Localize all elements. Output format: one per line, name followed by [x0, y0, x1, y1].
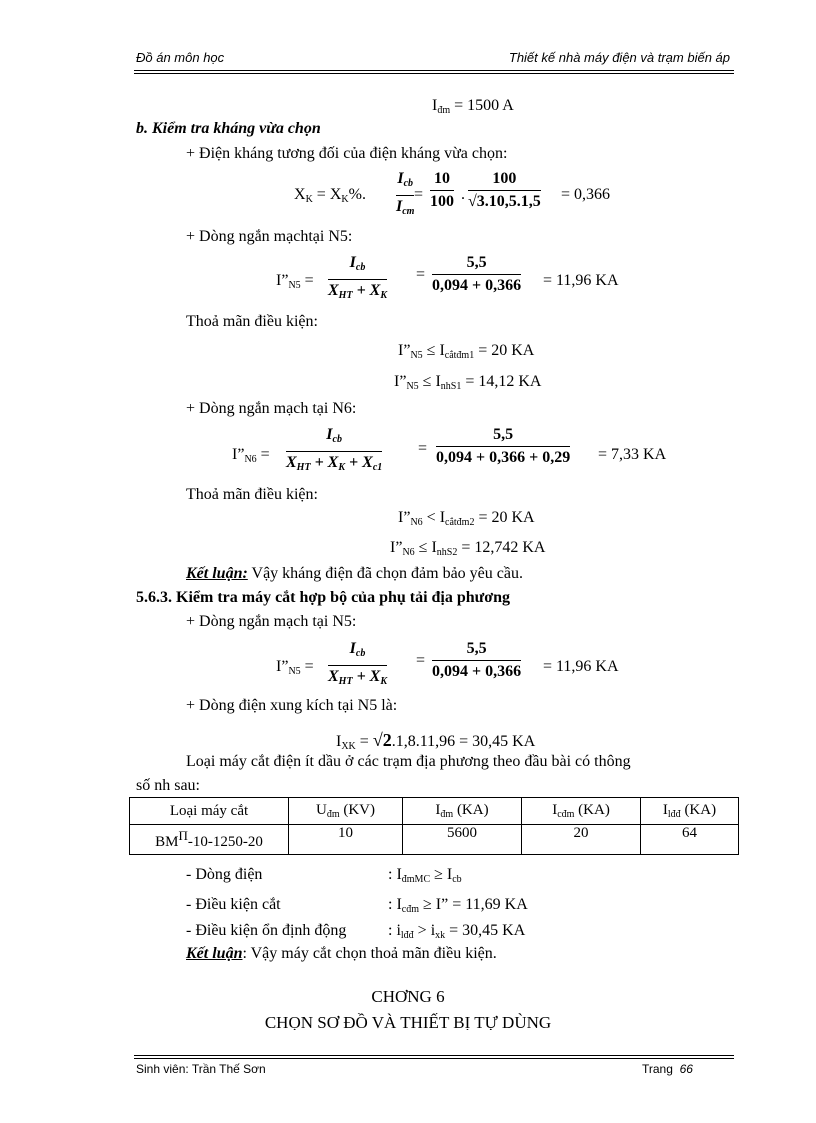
section-563-title: 5.6.3. Kiểm tra máy cắt hợp bộ của phụ tải địa phương: [136, 589, 511, 606]
n6-result: = 7,33 KA: [598, 446, 667, 463]
section-b-item2: + Dòng ngắn mạchtại N5:: [186, 228, 353, 245]
chapter-number: CHƠNG 6: [371, 987, 445, 1006]
th-idm: $I_{đm}$ (KA): [403, 798, 522, 825]
cond4: $I”_{N6} \le I_{nhS2} = 12,742$ KA: [390, 539, 546, 558]
th-type: Loại máy cắt: [130, 798, 289, 825]
cond1: $I”_{N5} \le I_{cắtđm1} = 20$ KA: [398, 342, 535, 361]
th-ildd: $I_{lđđ}$ (KA): [641, 798, 739, 825]
n5-lhs: $I”_{N5}$ =: [276, 272, 314, 291]
conclusion-563: Kết luận: Vậy máy cắt chọn thoả mãn điều kiện.: [186, 945, 497, 962]
cond3: $I”_{N6} < I_{cắtđm2} = 20$ KA: [398, 509, 535, 528]
xk-frac2: 10 100: [430, 170, 454, 210]
check-expr-1: : $I_{cđm} \ge I$” = 11,69 KA: [388, 896, 528, 915]
n5b-result: = 11,96 KA: [543, 658, 619, 675]
check-label-1: - Điều kiện cắt: [186, 896, 281, 913]
n5-frac-numeric: 5,5 0,094 + 0,366: [432, 254, 522, 294]
ixk-line: $I_{XK} = √2.1,8.11,96 = 30,45$ KA: [336, 730, 536, 752]
n5b-frac-numeric: 5,5 0,094 + 0,366: [432, 640, 522, 680]
check-label-2: - Điều kiện ổn định động: [186, 922, 347, 939]
cond-title-2: Thoả mãn điều kiện:: [186, 486, 318, 503]
xk-result: = 0,366: [561, 186, 611, 203]
n6-lhs: $I”_{N6}$ =: [232, 446, 270, 465]
td-idm: 5600: [403, 825, 522, 855]
chapter-title: CHỌN SƠ ĐỒ VÀ THIẾT BỊ TỰ DÙNG: [264, 1013, 552, 1030]
section-b-item3: + Dòng ngắn mạch tại N6:: [186, 400, 357, 417]
td-ildd: 64: [641, 825, 739, 855]
breaker-table: [129, 797, 739, 855]
td-udm: 10: [289, 825, 403, 855]
check-expr-0: : $I_{đmMC} \ge I_{cb}$: [388, 866, 462, 885]
td-type: $BM^\Pi-10-1250-20$: [130, 825, 289, 855]
section-b-title: b. Kiểm tra kháng vừa chọn: [136, 120, 321, 137]
idm-line: $I_{đm} = 1500$ A: [432, 97, 514, 116]
xk-frac3: 100 √3.10,5.1,5: [468, 170, 541, 210]
n5b-frac-symbolic: $I_{cb}$ $X_{HT} + X_K$: [328, 640, 388, 687]
section-563-item2: + Dòng điện xung kích tại N5 là:: [186, 697, 398, 714]
header-left: Đồ án môn học: [136, 50, 225, 65]
xk-frac1: $I_{cb}$ $I_{cm}$: [396, 170, 415, 217]
n6-frac-numeric: 5,5 0,094 + 0,366 + 0,29: [436, 426, 571, 466]
conclusion-b: Kết luận: Vậy kháng điện đã chọn đảm bảo yêu cầu.: [186, 565, 523, 582]
n5-result: = 11,96 KA: [543, 272, 619, 289]
cond-title: Thoả mãn điều kiện:: [186, 313, 318, 330]
n5b-lhs: $I”_{N5}$ =: [276, 658, 314, 677]
td-icdm: 20: [522, 825, 641, 855]
check-expr-2: : $i_{lđđ} > i_{xk} = 30,45$ KA: [388, 922, 526, 941]
header-right: Thiết kế nhà máy điện và trạm biến áp: [508, 50, 730, 65]
xk-eq: =: [414, 186, 424, 203]
footer-student: Sinh viên: Trần Thế Sơn: [136, 1062, 266, 1076]
para-line2: số nh sau:: [136, 777, 200, 794]
footer-rule-2: [134, 1058, 734, 1059]
header-rule-2: [134, 73, 734, 74]
n6-frac-symbolic: $I_{cb}$ $X_{HT} + X_K + X_{c1}$: [286, 426, 383, 473]
footer-rule: [134, 1055, 734, 1056]
check-label-0: - Dòng điện: [186, 866, 263, 883]
table-row: [130, 825, 739, 855]
header-rule: [134, 70, 734, 71]
footer-page: Trang 66: [642, 1062, 693, 1076]
xk-lhs: $X_K = X_K\%$.: [294, 186, 366, 205]
cond2: $I”_{N5} \le I_{nhS1} = 14,12$ KA: [394, 373, 542, 392]
section-b-item1: + Điện kháng tương đối của điện kháng vừa chọn:: [186, 145, 508, 162]
para-line1: Loại máy cắt điện ít dầu ở các trạm địa phương theo đầu bài có thông: [186, 753, 631, 770]
n5-frac-symbolic: $I_{cb}$ $X_{HT} + X_K$: [328, 254, 388, 301]
table-header-row: [130, 798, 739, 825]
section-563-item1: + Dòng ngắn mạch tại N5:: [186, 613, 357, 630]
th-icdm: $I_{cđm}$ (KA): [522, 798, 641, 825]
th-udm: $U_{đm}$ (KV): [289, 798, 403, 825]
